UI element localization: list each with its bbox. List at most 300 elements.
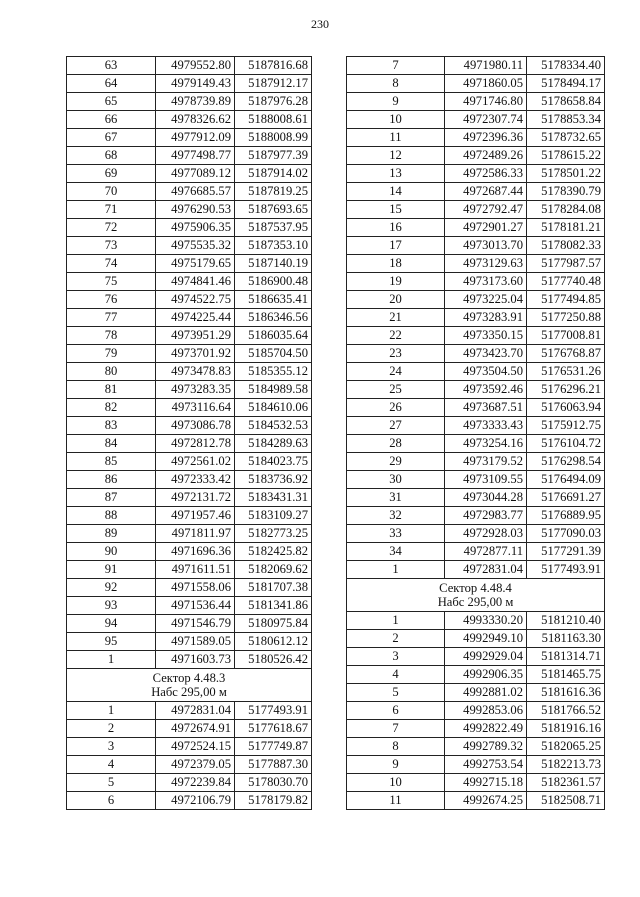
x-coordinate-cell: 4972901.27 — [445, 219, 527, 237]
y-coordinate-cell: 5178179.82 — [235, 792, 312, 810]
y-coordinate-cell: 5186035.64 — [235, 327, 312, 345]
x-coordinate-cell: 4992715.18 — [445, 774, 527, 792]
point-number-cell: 2 — [347, 630, 445, 648]
y-coordinate-cell: 5176296.21 — [527, 381, 605, 399]
table-row — [67, 597, 312, 615]
x-coordinate-cell: 4973116.64 — [156, 399, 235, 417]
coordinates-table-right-body — [347, 57, 605, 810]
x-coordinate-cell: 4975535.32 — [156, 237, 235, 255]
y-coordinate-cell: 5176889.95 — [527, 507, 605, 525]
point-number-cell: 71 — [67, 201, 156, 219]
y-coordinate-cell: 5180612.12 — [235, 633, 312, 651]
y-coordinate-cell: 5176104.72 — [527, 435, 605, 453]
table-row — [347, 738, 605, 756]
x-coordinate-cell: 4974225.44 — [156, 309, 235, 327]
point-number-cell: 88 — [67, 507, 156, 525]
y-coordinate-cell: 5178030.70 — [235, 774, 312, 792]
y-coordinate-cell: 5180526.42 — [235, 651, 312, 669]
x-coordinate-cell: 4973225.04 — [445, 291, 527, 309]
y-coordinate-cell: 5184023.75 — [235, 453, 312, 471]
x-coordinate-cell: 4972239.84 — [156, 774, 235, 792]
y-coordinate-cell: 5178390.79 — [527, 183, 605, 201]
table-row — [67, 453, 312, 471]
x-coordinate-cell: 4972928.03 — [445, 525, 527, 543]
y-coordinate-cell: 5177740.48 — [527, 273, 605, 291]
table-row — [67, 756, 312, 774]
point-number-cell: 26 — [347, 399, 445, 417]
point-number-cell: 9 — [347, 756, 445, 774]
table-row — [67, 507, 312, 525]
x-coordinate-cell: 4973504.50 — [445, 363, 527, 381]
table-row — [347, 291, 605, 309]
point-number-cell: 4 — [347, 666, 445, 684]
point-number-cell: 34 — [347, 543, 445, 561]
y-coordinate-cell: 5182508.71 — [527, 792, 605, 810]
x-coordinate-cell: 4972831.04 — [156, 702, 235, 720]
sector-header — [347, 579, 605, 612]
x-coordinate-cell: 4973423.70 — [445, 345, 527, 363]
point-number-cell: 31 — [347, 489, 445, 507]
x-coordinate-cell: 4976685.57 — [156, 183, 235, 201]
coordinates-table-right — [346, 56, 605, 810]
y-coordinate-cell: 5181210.40 — [527, 612, 605, 630]
x-coordinate-cell: 4973951.29 — [156, 327, 235, 345]
table-row — [67, 702, 312, 720]
point-number-cell: 5 — [347, 684, 445, 702]
x-coordinate-cell: 4972983.77 — [445, 507, 527, 525]
point-number-cell: 15 — [347, 201, 445, 219]
table-row — [347, 792, 605, 810]
y-coordinate-cell: 5187140.19 — [235, 255, 312, 273]
y-coordinate-cell: 5187816.68 — [235, 57, 312, 75]
x-coordinate-cell: 4973283.35 — [156, 381, 235, 399]
table-row — [347, 702, 605, 720]
table-row — [347, 489, 605, 507]
table-row — [67, 57, 312, 75]
table-row — [347, 756, 605, 774]
table-row — [67, 489, 312, 507]
table-row — [67, 543, 312, 561]
table-row — [67, 237, 312, 255]
sector-title: Сектор 4.48.4 — [439, 581, 512, 595]
table-row — [67, 93, 312, 111]
y-coordinate-cell: 5181163.30 — [527, 630, 605, 648]
x-coordinate-cell: 4972489.26 — [445, 147, 527, 165]
point-number-cell: 72 — [67, 219, 156, 237]
x-coordinate-cell: 4979552.80 — [156, 57, 235, 75]
x-coordinate-cell: 4972586.33 — [445, 165, 527, 183]
point-number-cell: 5 — [67, 774, 156, 792]
table-row — [347, 648, 605, 666]
y-coordinate-cell: 5178181.21 — [527, 219, 605, 237]
y-coordinate-cell: 5177887.30 — [235, 756, 312, 774]
sector-height: Набс 295,00 м — [437, 595, 514, 609]
point-number-cell: 1 — [347, 561, 445, 579]
x-coordinate-cell: 4992906.35 — [445, 666, 527, 684]
x-coordinate-cell: 4971603.73 — [156, 651, 235, 669]
x-coordinate-cell: 4976290.53 — [156, 201, 235, 219]
y-coordinate-cell: 5178334.40 — [527, 57, 605, 75]
x-coordinate-cell: 4973350.15 — [445, 327, 527, 345]
x-coordinate-cell: 4992674.25 — [445, 792, 527, 810]
x-coordinate-cell: 4972687.44 — [445, 183, 527, 201]
point-number-cell: 19 — [347, 273, 445, 291]
point-number-cell: 6 — [67, 792, 156, 810]
x-coordinate-cell: 4971980.11 — [445, 57, 527, 75]
y-coordinate-cell: 5176063.94 — [527, 399, 605, 417]
point-number-cell: 69 — [67, 165, 156, 183]
table-row — [347, 363, 605, 381]
table-row — [347, 201, 605, 219]
table-row — [347, 666, 605, 684]
table-row — [67, 291, 312, 309]
table-row — [67, 399, 312, 417]
table-row — [347, 57, 605, 75]
table-row — [347, 183, 605, 201]
table-row — [67, 435, 312, 453]
y-coordinate-cell: 5177493.91 — [527, 561, 605, 579]
y-coordinate-cell: 5187977.39 — [235, 147, 312, 165]
table-row — [67, 75, 312, 93]
table-row — [347, 273, 605, 291]
x-coordinate-cell: 4971589.05 — [156, 633, 235, 651]
point-number-cell: 76 — [67, 291, 156, 309]
x-coordinate-cell: 4971696.36 — [156, 543, 235, 561]
table-row — [67, 792, 312, 810]
x-coordinate-cell: 4973687.51 — [445, 399, 527, 417]
table-row — [347, 453, 605, 471]
y-coordinate-cell: 5187537.95 — [235, 219, 312, 237]
point-number-cell: 2 — [67, 720, 156, 738]
page-number: 230 — [311, 17, 329, 31]
y-coordinate-cell: 5182069.62 — [235, 561, 312, 579]
table-row — [67, 309, 312, 327]
x-coordinate-cell: 4972792.47 — [445, 201, 527, 219]
x-coordinate-cell: 4973086.78 — [156, 417, 235, 435]
table-row — [347, 684, 605, 702]
y-coordinate-cell: 5181465.75 — [527, 666, 605, 684]
point-number-cell: 73 — [67, 237, 156, 255]
x-coordinate-cell: 4992929.04 — [445, 648, 527, 666]
x-coordinate-cell: 4972831.04 — [445, 561, 527, 579]
y-coordinate-cell: 5176768.87 — [527, 345, 605, 363]
table-row — [67, 363, 312, 381]
table-row — [67, 219, 312, 237]
point-number-cell: 92 — [67, 579, 156, 597]
table-row — [347, 612, 605, 630]
table-row — [347, 435, 605, 453]
table-row — [347, 129, 605, 147]
table-row — [347, 720, 605, 738]
point-number-cell: 68 — [67, 147, 156, 165]
x-coordinate-cell: 4973044.28 — [445, 489, 527, 507]
y-coordinate-cell: 5187353.10 — [235, 237, 312, 255]
point-number-cell: 66 — [67, 111, 156, 129]
y-coordinate-cell: 5187819.25 — [235, 183, 312, 201]
coordinates-table-left — [66, 56, 312, 810]
table-row — [347, 309, 605, 327]
point-number-cell: 67 — [67, 129, 156, 147]
x-coordinate-cell: 4974522.75 — [156, 291, 235, 309]
x-coordinate-cell: 4979149.43 — [156, 75, 235, 93]
y-coordinate-cell: 5178732.65 — [527, 129, 605, 147]
table-row — [67, 111, 312, 129]
x-coordinate-cell: 4972674.91 — [156, 720, 235, 738]
point-number-cell: 6 — [347, 702, 445, 720]
x-coordinate-cell: 4978326.62 — [156, 111, 235, 129]
point-number-cell: 13 — [347, 165, 445, 183]
y-coordinate-cell: 5178501.22 — [527, 165, 605, 183]
x-coordinate-cell: 4973179.52 — [445, 453, 527, 471]
table-row — [347, 345, 605, 363]
y-coordinate-cell: 5181916.16 — [527, 720, 605, 738]
x-coordinate-cell: 4992822.49 — [445, 720, 527, 738]
x-coordinate-cell: 4972524.15 — [156, 738, 235, 756]
y-coordinate-cell: 5181314.71 — [527, 648, 605, 666]
sector-header — [67, 669, 312, 702]
table-row — [347, 147, 605, 165]
y-coordinate-cell: 5176531.26 — [527, 363, 605, 381]
table-row — [347, 93, 605, 111]
x-coordinate-cell: 4977089.12 — [156, 165, 235, 183]
y-coordinate-cell: 5178082.33 — [527, 237, 605, 255]
y-coordinate-cell: 5180975.84 — [235, 615, 312, 633]
x-coordinate-cell: 4973701.92 — [156, 345, 235, 363]
y-coordinate-cell: 5186900.48 — [235, 273, 312, 291]
y-coordinate-cell: 5177090.03 — [527, 525, 605, 543]
y-coordinate-cell: 5181766.52 — [527, 702, 605, 720]
y-coordinate-cell: 5178853.34 — [527, 111, 605, 129]
x-coordinate-cell: 4993330.20 — [445, 612, 527, 630]
x-coordinate-cell: 4975906.35 — [156, 219, 235, 237]
point-number-cell: 25 — [347, 381, 445, 399]
point-number-cell: 27 — [347, 417, 445, 435]
table-row — [67, 327, 312, 345]
y-coordinate-cell: 5178658.84 — [527, 93, 605, 111]
table-row — [67, 720, 312, 738]
x-coordinate-cell: 4971957.46 — [156, 507, 235, 525]
y-coordinate-cell: 5187912.17 — [235, 75, 312, 93]
sector-header-row — [347, 579, 605, 612]
point-number-cell: 24 — [347, 363, 445, 381]
table-row — [347, 381, 605, 399]
y-coordinate-cell: 5177008.81 — [527, 327, 605, 345]
point-number-cell: 28 — [347, 435, 445, 453]
point-number-cell: 7 — [347, 720, 445, 738]
x-coordinate-cell: 4972877.11 — [445, 543, 527, 561]
point-number-cell: 3 — [347, 648, 445, 666]
y-coordinate-cell: 5181707.38 — [235, 579, 312, 597]
y-coordinate-cell: 5184289.63 — [235, 435, 312, 453]
y-coordinate-cell: 5188008.61 — [235, 111, 312, 129]
table-row — [67, 417, 312, 435]
point-number-cell: 81 — [67, 381, 156, 399]
x-coordinate-cell: 4977498.77 — [156, 147, 235, 165]
point-number-cell: 4 — [67, 756, 156, 774]
point-number-cell: 1 — [67, 651, 156, 669]
x-coordinate-cell: 4971536.44 — [156, 597, 235, 615]
point-number-cell: 65 — [67, 93, 156, 111]
point-number-cell: 30 — [347, 471, 445, 489]
y-coordinate-cell: 5181616.36 — [527, 684, 605, 702]
table-row — [67, 738, 312, 756]
table-row — [67, 381, 312, 399]
y-coordinate-cell: 5177250.88 — [527, 309, 605, 327]
point-number-cell: 75 — [67, 273, 156, 291]
table-row — [67, 255, 312, 273]
x-coordinate-cell: 4973129.63 — [445, 255, 527, 273]
point-number-cell: 16 — [347, 219, 445, 237]
table-row — [347, 543, 605, 561]
point-number-cell: 84 — [67, 435, 156, 453]
x-coordinate-cell: 4971546.79 — [156, 615, 235, 633]
x-coordinate-cell: 4973333.43 — [445, 417, 527, 435]
point-number-cell: 14 — [347, 183, 445, 201]
x-coordinate-cell: 4992753.54 — [445, 756, 527, 774]
coordinates-table-left-body — [67, 57, 312, 810]
table-row — [347, 471, 605, 489]
x-coordinate-cell: 4973592.46 — [445, 381, 527, 399]
table-row — [347, 774, 605, 792]
y-coordinate-cell: 5187693.65 — [235, 201, 312, 219]
y-coordinate-cell: 5176494.09 — [527, 471, 605, 489]
y-coordinate-cell: 5181341.86 — [235, 597, 312, 615]
table-row — [347, 399, 605, 417]
table-row — [67, 525, 312, 543]
point-number-cell: 21 — [347, 309, 445, 327]
x-coordinate-cell: 4992789.32 — [445, 738, 527, 756]
x-coordinate-cell: 4992853.06 — [445, 702, 527, 720]
x-coordinate-cell: 4974841.46 — [156, 273, 235, 291]
x-coordinate-cell: 4971746.80 — [445, 93, 527, 111]
point-number-cell: 78 — [67, 327, 156, 345]
y-coordinate-cell: 5186346.56 — [235, 309, 312, 327]
point-number-cell: 3 — [67, 738, 156, 756]
y-coordinate-cell: 5184532.53 — [235, 417, 312, 435]
y-coordinate-cell: 5188008.99 — [235, 129, 312, 147]
point-number-cell: 77 — [67, 309, 156, 327]
point-number-cell: 33 — [347, 525, 445, 543]
point-number-cell: 8 — [347, 738, 445, 756]
point-number-cell: 87 — [67, 489, 156, 507]
x-coordinate-cell: 4973283.91 — [445, 309, 527, 327]
x-coordinate-cell: 4971860.05 — [445, 75, 527, 93]
point-number-cell: 90 — [67, 543, 156, 561]
point-number-cell: 32 — [347, 507, 445, 525]
table-row — [67, 183, 312, 201]
x-coordinate-cell: 4972379.05 — [156, 756, 235, 774]
point-number-cell: 70 — [67, 183, 156, 201]
table-row — [347, 75, 605, 93]
x-coordinate-cell: 4972333.42 — [156, 471, 235, 489]
point-number-cell: 79 — [67, 345, 156, 363]
sector-height: Набс 295,00 м — [151, 685, 227, 699]
x-coordinate-cell: 4971558.06 — [156, 579, 235, 597]
point-number-cell: 7 — [347, 57, 445, 75]
point-number-cell: 22 — [347, 327, 445, 345]
table-row — [67, 273, 312, 291]
table-row — [67, 774, 312, 792]
x-coordinate-cell: 4972131.72 — [156, 489, 235, 507]
y-coordinate-cell: 5178615.22 — [527, 147, 605, 165]
y-coordinate-cell: 5182065.25 — [527, 738, 605, 756]
x-coordinate-cell: 4971611.51 — [156, 561, 235, 579]
table-row — [67, 345, 312, 363]
y-coordinate-cell: 5178284.08 — [527, 201, 605, 219]
x-coordinate-cell: 4971811.97 — [156, 525, 235, 543]
point-number-cell: 8 — [347, 75, 445, 93]
table-row — [67, 615, 312, 633]
table-row — [347, 417, 605, 435]
table-row — [347, 507, 605, 525]
table-row — [67, 147, 312, 165]
y-coordinate-cell: 5177494.85 — [527, 291, 605, 309]
point-number-cell: 91 — [67, 561, 156, 579]
point-number-cell: 11 — [347, 792, 445, 810]
table-row — [347, 111, 605, 129]
table-row — [347, 165, 605, 183]
table-row — [347, 237, 605, 255]
y-coordinate-cell: 5182213.73 — [527, 756, 605, 774]
x-coordinate-cell: 4973478.83 — [156, 363, 235, 381]
y-coordinate-cell: 5177291.39 — [527, 543, 605, 561]
x-coordinate-cell: 4973013.70 — [445, 237, 527, 255]
y-coordinate-cell: 5187976.28 — [235, 93, 312, 111]
point-number-cell: 23 — [347, 345, 445, 363]
y-coordinate-cell: 5183736.92 — [235, 471, 312, 489]
table-row — [347, 630, 605, 648]
table-row — [67, 579, 312, 597]
point-number-cell: 1 — [347, 612, 445, 630]
table-row — [67, 561, 312, 579]
y-coordinate-cell: 5182773.25 — [235, 525, 312, 543]
point-number-cell: 80 — [67, 363, 156, 381]
point-number-cell: 89 — [67, 525, 156, 543]
y-coordinate-cell: 5177493.91 — [235, 702, 312, 720]
x-coordinate-cell: 4972812.78 — [156, 435, 235, 453]
x-coordinate-cell: 4972106.79 — [156, 792, 235, 810]
y-coordinate-cell: 5184989.58 — [235, 381, 312, 399]
y-coordinate-cell: 5182361.57 — [527, 774, 605, 792]
x-coordinate-cell: 4975179.65 — [156, 255, 235, 273]
table-row — [347, 327, 605, 345]
y-coordinate-cell: 5178494.17 — [527, 75, 605, 93]
x-coordinate-cell: 4973254.16 — [445, 435, 527, 453]
y-coordinate-cell: 5184610.06 — [235, 399, 312, 417]
table-row — [67, 633, 312, 651]
y-coordinate-cell: 5177618.67 — [235, 720, 312, 738]
point-number-cell: 12 — [347, 147, 445, 165]
point-number-cell: 1 — [67, 702, 156, 720]
x-coordinate-cell: 4977912.09 — [156, 129, 235, 147]
x-coordinate-cell: 4978739.89 — [156, 93, 235, 111]
x-coordinate-cell: 4973109.55 — [445, 471, 527, 489]
point-number-cell: 10 — [347, 774, 445, 792]
table-row — [347, 525, 605, 543]
point-number-cell: 82 — [67, 399, 156, 417]
y-coordinate-cell: 5183431.31 — [235, 489, 312, 507]
x-coordinate-cell: 4973173.60 — [445, 273, 527, 291]
table-row — [67, 201, 312, 219]
point-number-cell: 11 — [347, 129, 445, 147]
y-coordinate-cell: 5175912.75 — [527, 417, 605, 435]
point-number-cell: 18 — [347, 255, 445, 273]
point-number-cell: 83 — [67, 417, 156, 435]
point-number-cell: 17 — [347, 237, 445, 255]
sector-header-row — [67, 669, 312, 702]
x-coordinate-cell: 4972307.74 — [445, 111, 527, 129]
x-coordinate-cell: 4992881.02 — [445, 684, 527, 702]
